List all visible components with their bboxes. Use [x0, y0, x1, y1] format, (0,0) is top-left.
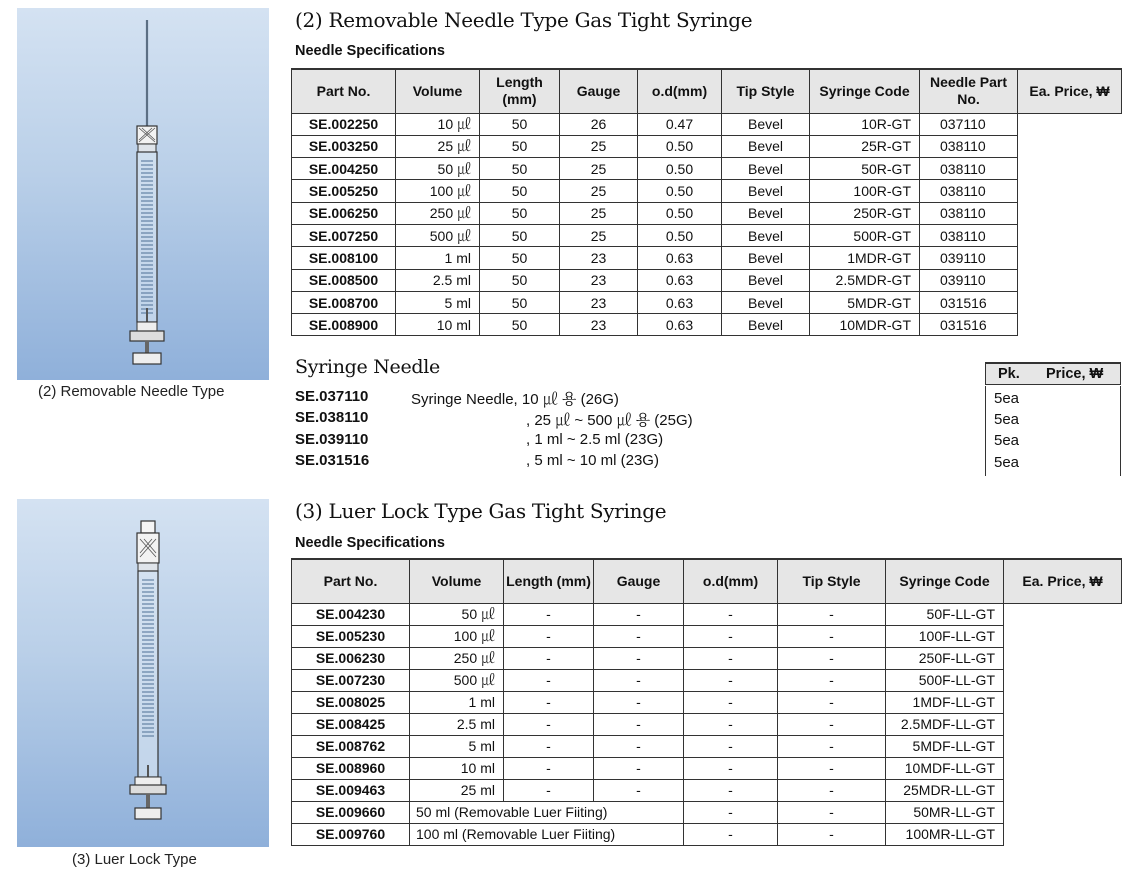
length-cell: 50: [480, 202, 560, 224]
part-no-cell: SE.004250: [292, 158, 396, 180]
part-no-cell: SE.007230: [292, 669, 410, 691]
volume-cell: 25 ㎕: [396, 135, 480, 157]
volume-cell: 25 ml: [410, 779, 504, 801]
section-title: (2) Removable Needle Type Gas Tight Syringe: [295, 8, 753, 32]
length-cell: -: [504, 735, 594, 757]
column-header: Part No.: [292, 69, 396, 113]
volume-cell: 1 ml: [396, 247, 480, 269]
part-no-cell: SE.009660: [292, 801, 410, 823]
table-row: [292, 224, 1122, 246]
volume-cell: 5 ml: [410, 735, 504, 757]
column-header: Volume: [396, 69, 480, 113]
part-no-cell: SE.008100: [292, 247, 396, 269]
part-no-cell: SE.008025: [292, 691, 410, 713]
needle-part-cell: 039110: [920, 247, 1018, 269]
pk-header: Pk.: [998, 366, 1020, 382]
gauge-cell: 23: [560, 269, 638, 291]
tip-style-cell: -: [778, 647, 886, 669]
price-cell: [1018, 269, 1122, 291]
needle-description: , 5 ml ~ 10 ml (23G): [526, 452, 659, 469]
syringe-illustration: [17, 499, 269, 847]
gauge-cell: -: [594, 647, 684, 669]
column-header: o.d(mm): [638, 69, 722, 113]
tip-style-cell: -: [778, 757, 886, 779]
column-header: o.d(mm): [684, 559, 778, 603]
needle-part-cell: 038110: [920, 135, 1018, 157]
column-header: Tip Style: [722, 69, 810, 113]
syringe-illustration: [17, 8, 269, 380]
volume-cell: 10 ml: [410, 757, 504, 779]
table-row: [292, 823, 1122, 845]
price-cell: [1004, 757, 1122, 779]
table-row: [292, 713, 1122, 735]
tip-style-cell: -: [778, 669, 886, 691]
needle-part-cell: 038110: [920, 158, 1018, 180]
gauge-cell: -: [594, 713, 684, 735]
column-header: Gauge: [560, 69, 638, 113]
gauge-cell: 25: [560, 224, 638, 246]
volume-cell: 50 ㎕: [396, 158, 480, 180]
part-no-cell: SE.008425: [292, 713, 410, 735]
gauge-cell: -: [594, 757, 684, 779]
table-row: [292, 757, 1122, 779]
price-header: Price, ₩: [1046, 366, 1104, 382]
table-row: [292, 314, 1122, 336]
table-row: [292, 691, 1122, 713]
od-cell: -: [684, 647, 778, 669]
part-no-cell: SE.008960: [292, 757, 410, 779]
volume-cell: 5 ml: [396, 291, 480, 313]
od-cell: 0.63: [638, 291, 722, 313]
syringe-code-cell: 500R-GT: [810, 224, 920, 246]
od-cell: -: [684, 669, 778, 691]
column-header: Syringe Code: [886, 559, 1004, 603]
needle-description: , 1 ml ~ 2.5 ml (23G): [526, 431, 664, 448]
gauge-cell: -: [594, 625, 684, 647]
gauge-cell: -: [594, 669, 684, 691]
table-row: [292, 625, 1122, 647]
gauge-cell: 25: [560, 158, 638, 180]
part-no-cell: SE.008900: [292, 314, 396, 336]
part-no-cell: SE.002250: [292, 113, 396, 135]
volume-cell: 1 ml: [410, 691, 504, 713]
gauge-cell: 23: [560, 247, 638, 269]
od-cell: -: [684, 691, 778, 713]
length-cell: -: [504, 669, 594, 691]
syringe-code-cell: 10MDF-LL-GT: [886, 757, 1004, 779]
table-row: [292, 180, 1122, 202]
needle-description: Syringe Needle, 10 ㎕ 용 (26G): [411, 391, 619, 408]
part-no-cell: SE.005230: [292, 625, 410, 647]
tip-style-cell: -: [778, 603, 886, 625]
syringe-code-cell: 10R-GT: [810, 113, 920, 135]
volume-cell: 100 ㎕: [410, 625, 504, 647]
photo-caption: (3) Luer Lock Type: [72, 851, 197, 868]
gauge-cell: 25: [560, 180, 638, 202]
od-cell: -: [684, 801, 778, 823]
od-cell: 0.63: [638, 314, 722, 336]
syringe-code-cell: 250F-LL-GT: [886, 647, 1004, 669]
section-title: (3) Luer Lock Type Gas Tight Syringe: [295, 499, 667, 523]
price-cell: [1004, 647, 1122, 669]
luer-lock-syringe-photo: [17, 499, 269, 847]
price-cell: [1018, 314, 1122, 336]
price-cell: [1018, 180, 1122, 202]
length-cell: 50: [480, 314, 560, 336]
table-row: [292, 603, 1122, 625]
volume-cell: 2.5 ml: [410, 713, 504, 735]
part-no-cell: SE.006250: [292, 202, 396, 224]
od-cell: -: [684, 779, 778, 801]
tip-style-cell: -: [778, 823, 886, 845]
length-cell: -: [504, 647, 594, 669]
column-header: Needle Part No.: [920, 69, 1018, 113]
part-no-cell: SE.005250: [292, 180, 396, 202]
table-row: [292, 669, 1122, 691]
syringe-code-cell: 50F-LL-GT: [886, 603, 1004, 625]
od-cell: 0.47: [638, 113, 722, 135]
price-cell: [1004, 603, 1122, 625]
pk-column: [985, 386, 1121, 476]
volume-cell: 500 ㎕: [396, 224, 480, 246]
needle-description: , 25 ㎕ ~ 500 ㎕ 용 (25G): [526, 412, 693, 429]
length-cell: -: [504, 625, 594, 647]
length-cell: -: [504, 757, 594, 779]
price-cell: [1004, 669, 1122, 691]
column-header: Length (mm): [504, 559, 594, 603]
price-cell: [1018, 224, 1122, 246]
needle-part-cell: 031516: [920, 291, 1018, 313]
column-header: Gauge: [594, 559, 684, 603]
volume-cell: 10 ml: [396, 314, 480, 336]
syringe-code-cell: 500F-LL-GT: [886, 669, 1004, 691]
section-subtitle: Needle Specifications: [295, 43, 445, 59]
gauge-cell: -: [594, 735, 684, 757]
needle-part-cell: 037110: [920, 113, 1018, 135]
od-cell: -: [684, 603, 778, 625]
od-cell: 0.50: [638, 135, 722, 157]
removable-needle-syringe-photo: [17, 8, 269, 380]
syringe-code-cell: 25MDR-LL-GT: [886, 779, 1004, 801]
section-subtitle: Needle Specifications: [295, 535, 445, 551]
length-cell: -: [504, 603, 594, 625]
tip-style-cell: Bevel: [722, 291, 810, 313]
price-cell: [1018, 113, 1122, 135]
gauge-cell: 25: [560, 135, 638, 157]
syringe-code-cell: 1MDR-GT: [810, 247, 920, 269]
length-cell: 50: [480, 224, 560, 246]
needle-part-no: SE.039110: [295, 431, 369, 448]
table-row: [292, 779, 1122, 801]
od-cell: 0.50: [638, 202, 722, 224]
table-header-row: [292, 559, 1122, 603]
syringe-code-cell: 50R-GT: [810, 158, 920, 180]
gauge-cell: 26: [560, 113, 638, 135]
syringe-code-cell: 250R-GT: [810, 202, 920, 224]
column-header: Syringe Code: [810, 69, 920, 113]
part-no-cell: SE.008762: [292, 735, 410, 757]
length-cell: 50: [480, 158, 560, 180]
price-cell: [1004, 713, 1122, 735]
pk-value: 5ea: [994, 411, 1020, 428]
table-row: [292, 113, 1122, 135]
table-row: [292, 735, 1122, 757]
volume-description-cell: 50 ml (Removable Luer Fiiting): [410, 801, 684, 823]
price-cell: [1018, 291, 1122, 313]
volume-cell: 250 ㎕: [410, 647, 504, 669]
length-cell: 50: [480, 291, 560, 313]
needle-part-no: SE.037110: [295, 388, 369, 405]
length-cell: -: [504, 779, 594, 801]
od-cell: -: [684, 735, 778, 757]
gauge-cell: 23: [560, 314, 638, 336]
od-cell: -: [684, 823, 778, 845]
price-cell: [1004, 779, 1122, 801]
needle-part-cell: 038110: [920, 202, 1018, 224]
photo-caption: (2) Removable Needle Type: [38, 383, 225, 400]
gauge-cell: -: [594, 691, 684, 713]
gauge-cell: -: [594, 603, 684, 625]
column-header: Volume: [410, 559, 504, 603]
price-cell: [1018, 202, 1122, 224]
part-no-cell: SE.004230: [292, 603, 410, 625]
tip-style-cell: Bevel: [722, 269, 810, 291]
length-cell: 50: [480, 247, 560, 269]
volume-cell: 2.5 ml: [396, 269, 480, 291]
column-header: Tip Style: [778, 559, 886, 603]
price-cell: [1004, 735, 1122, 757]
length-cell: -: [504, 691, 594, 713]
tip-style-cell: Bevel: [722, 180, 810, 202]
tip-style-cell: -: [778, 735, 886, 757]
column-header: Ea. Price, ₩: [1004, 559, 1122, 603]
volume-cell: 10 ㎕: [396, 113, 480, 135]
price-cell: [1004, 801, 1122, 823]
column-header: Part No.: [292, 559, 410, 603]
tip-style-cell: Bevel: [722, 202, 810, 224]
tip-style-cell: Bevel: [722, 113, 810, 135]
gauge-cell: 23: [560, 291, 638, 313]
length-cell: -: [504, 713, 594, 735]
syringe-code-cell: 5MDR-GT: [810, 291, 920, 313]
price-cell: [1004, 625, 1122, 647]
gauge-cell: 25: [560, 202, 638, 224]
part-no-cell: SE.008500: [292, 269, 396, 291]
length-cell: 50: [480, 135, 560, 157]
length-cell: 50: [480, 180, 560, 202]
part-no-cell: SE.009760: [292, 823, 410, 845]
syringe-code-cell: 50MR-LL-GT: [886, 801, 1004, 823]
tip-style-cell: Bevel: [722, 224, 810, 246]
table-row: [292, 158, 1122, 180]
tip-style-cell: Bevel: [722, 247, 810, 269]
needle-part-cell: 038110: [920, 180, 1018, 202]
price-cell: [1004, 691, 1122, 713]
needle-part-cell: 031516: [920, 314, 1018, 336]
part-no-cell: SE.006230: [292, 647, 410, 669]
gauge-cell: -: [594, 779, 684, 801]
part-no-cell: SE.003250: [292, 135, 396, 157]
tip-style-cell: -: [778, 713, 886, 735]
table-header-row: [292, 69, 1122, 113]
od-cell: -: [684, 757, 778, 779]
od-cell: -: [684, 713, 778, 735]
tip-style-cell: -: [778, 691, 886, 713]
od-cell: 0.63: [638, 247, 722, 269]
part-no-cell: SE.009463: [292, 779, 410, 801]
price-cell: [1018, 247, 1122, 269]
luer-lock-spec-table: [291, 558, 1122, 846]
syringe-code-cell: 100MR-LL-GT: [886, 823, 1004, 845]
syringe-code-cell: 1MDF-LL-GT: [886, 691, 1004, 713]
part-no-cell: SE.008700: [292, 291, 396, 313]
od-cell: 0.63: [638, 269, 722, 291]
tip-style-cell: Bevel: [722, 158, 810, 180]
syringe-code-cell: 10MDR-GT: [810, 314, 920, 336]
pk-value: 5ea: [994, 454, 1020, 471]
syringe-needle-title: Syringe Needle: [295, 356, 440, 378]
od-cell: 0.50: [638, 224, 722, 246]
table-row: [292, 647, 1122, 669]
pk-value: 5ea: [994, 432, 1020, 449]
length-cell: 50: [480, 113, 560, 135]
volume-cell: 500 ㎕: [410, 669, 504, 691]
syringe-code-cell: 5MDF-LL-GT: [886, 735, 1004, 757]
volume-cell: 100 ㎕: [396, 180, 480, 202]
syringe-code-cell: 2.5MDF-LL-GT: [886, 713, 1004, 735]
volume-cell: 250 ㎕: [396, 202, 480, 224]
length-cell: 50: [480, 269, 560, 291]
column-header: Length (mm): [480, 69, 560, 113]
volume-description-cell: 100 ml (Removable Luer Fiiting): [410, 823, 684, 845]
removable-needle-spec-table: [291, 68, 1122, 336]
table-row: [292, 247, 1122, 269]
part-no-cell: SE.007250: [292, 224, 396, 246]
needle-part-no: SE.038110: [295, 409, 369, 426]
needle-part-cell: 039110: [920, 269, 1018, 291]
price-cell: [1004, 823, 1122, 845]
needle-part-no: SE.031516: [295, 452, 370, 469]
price-cell: [1018, 135, 1122, 157]
syringe-code-cell: 100F-LL-GT: [886, 625, 1004, 647]
od-cell: 0.50: [638, 158, 722, 180]
needle-part-cell: 038110: [920, 224, 1018, 246]
pk-value: 5ea: [994, 390, 1020, 407]
tip-style-cell: Bevel: [722, 135, 810, 157]
tip-style-cell: -: [778, 801, 886, 823]
syringe-code-cell: 2.5MDR-GT: [810, 269, 920, 291]
syringe-code-cell: 100R-GT: [810, 180, 920, 202]
table-row: [292, 202, 1122, 224]
column-header: Ea. Price, ₩: [1018, 69, 1122, 113]
price-cell: [1018, 158, 1122, 180]
tip-style-cell: Bevel: [722, 314, 810, 336]
tip-style-cell: -: [778, 779, 886, 801]
pk-price-header: [985, 362, 1121, 385]
tip-style-cell: -: [778, 625, 886, 647]
od-cell: 0.50: [638, 180, 722, 202]
od-cell: -: [684, 625, 778, 647]
table-row: [292, 801, 1122, 823]
table-row: [292, 135, 1122, 157]
table-row: [292, 291, 1122, 313]
table-row: [292, 269, 1122, 291]
syringe-code-cell: 25R-GT: [810, 135, 920, 157]
volume-cell: 50 ㎕: [410, 603, 504, 625]
